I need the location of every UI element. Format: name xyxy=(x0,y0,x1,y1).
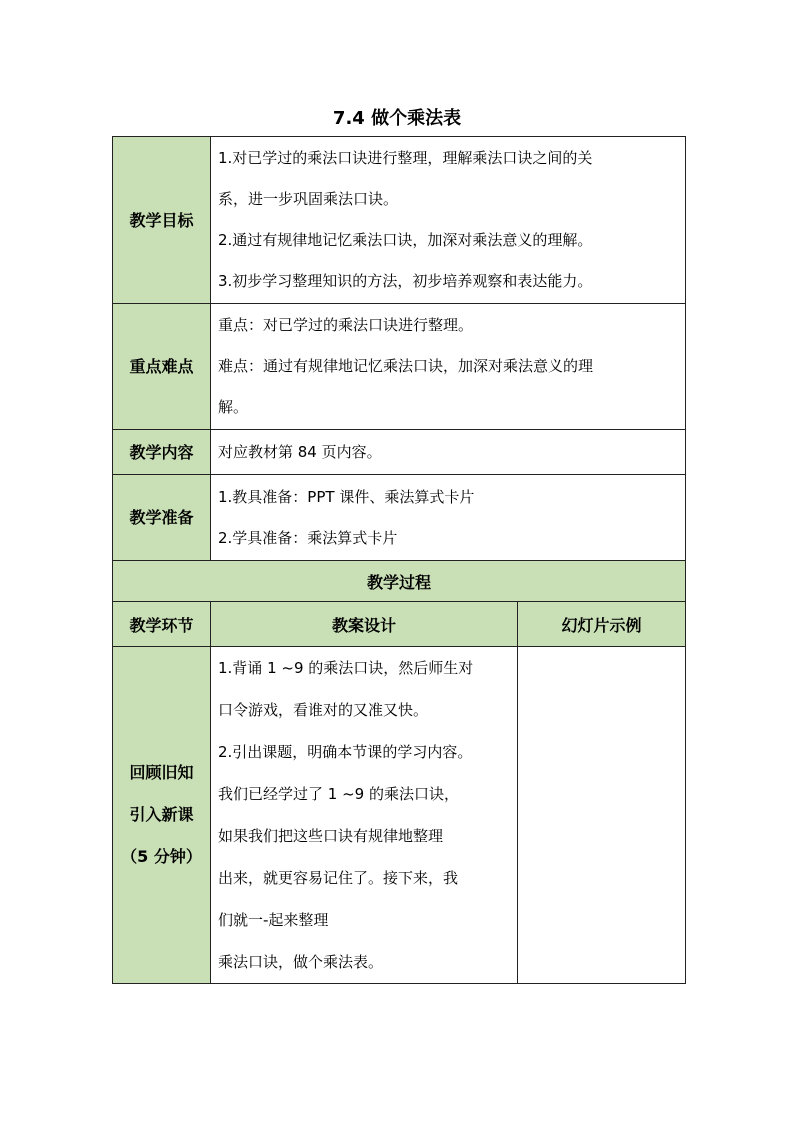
key-points-label: 重点难点 xyxy=(113,304,211,430)
goals-line-3: 2.通过有规律地记忆乘法口诀，加深对乘法意义的理解。 xyxy=(218,231,593,249)
goals-content xyxy=(211,137,686,304)
goals-label: 教学目标 xyxy=(113,137,211,304)
review-line-6: 出来，就更容易记住了。接下来，我 xyxy=(218,869,459,887)
goals-line-2: 系，进一步巩固乘法口诀。 xyxy=(218,190,399,208)
goals-line-4: 3.初步学习整理知识的方法，初步培养观察和表达能力。 xyxy=(218,272,593,290)
review-slide-cell xyxy=(518,647,686,984)
review-label-line-1: 回顾旧知 xyxy=(129,763,194,782)
review-label xyxy=(113,647,211,984)
content-content xyxy=(211,430,686,475)
process-columns-row xyxy=(113,602,686,647)
lesson-plan-table xyxy=(112,136,686,984)
review-line-1: 1.背诵 1 ~9 的乘法口诀，然后师生对 xyxy=(218,659,474,677)
prep-label: 教学准备 xyxy=(113,475,211,561)
prep-line-2: 2.学具准备：乘法算式卡片 xyxy=(218,528,398,547)
goals-line-1: 1.对已学过的乘法口诀进行整理，理解乘法口诀之间的关 xyxy=(218,149,593,167)
review-line-5: 如果我们把这些口诀有规律地整理 xyxy=(218,827,444,845)
key-points-line-1: 重点：对已学过的乘法口诀进行整理。 xyxy=(218,316,474,334)
prep-content xyxy=(211,475,686,561)
column-header-slides: 幻灯片示例 xyxy=(518,602,686,647)
key-points-line-3: 解。 xyxy=(218,398,249,416)
prep-line-1: 1.教具准备：PPT 课件、乘法算式卡片 xyxy=(218,487,475,506)
review-line-7: 们就一-起来整理 xyxy=(218,911,329,929)
review-line-8: 乘法口诀，做个乘法表。 xyxy=(218,953,384,971)
content-label: 教学内容 xyxy=(113,430,211,475)
column-header-design: 教案设计 xyxy=(211,602,518,647)
review-label-line-3: （5 分钟） xyxy=(121,847,202,866)
content-row xyxy=(113,430,686,475)
review-row xyxy=(113,647,686,984)
review-line-2: 口令游戏，看谁对的又准又快。 xyxy=(218,701,429,719)
document-title: 7.4 做个乘法表 xyxy=(332,108,462,129)
review-label-line-2: 引入新课 xyxy=(129,805,194,824)
process-heading-row xyxy=(113,561,686,602)
process-heading: 教学过程 xyxy=(113,561,686,602)
goals-row xyxy=(113,137,686,304)
review-line-3: 2.引出课题，明确本节课的学习内容。 xyxy=(218,743,473,761)
prep-row xyxy=(113,475,686,561)
column-header-stage: 教学环节 xyxy=(113,602,211,647)
review-design xyxy=(211,647,518,984)
key-points-content xyxy=(211,304,686,430)
key-points-row xyxy=(113,304,686,430)
review-line-4: 我们已经学过了 1 ~9 的乘法口诀， xyxy=(218,785,459,803)
content-line-1: 对应教材第 84 页内容。 xyxy=(218,442,382,461)
key-points-line-2: 难点：通过有规律地记忆乘法口诀，加深对乘法意义的理 xyxy=(218,357,594,375)
